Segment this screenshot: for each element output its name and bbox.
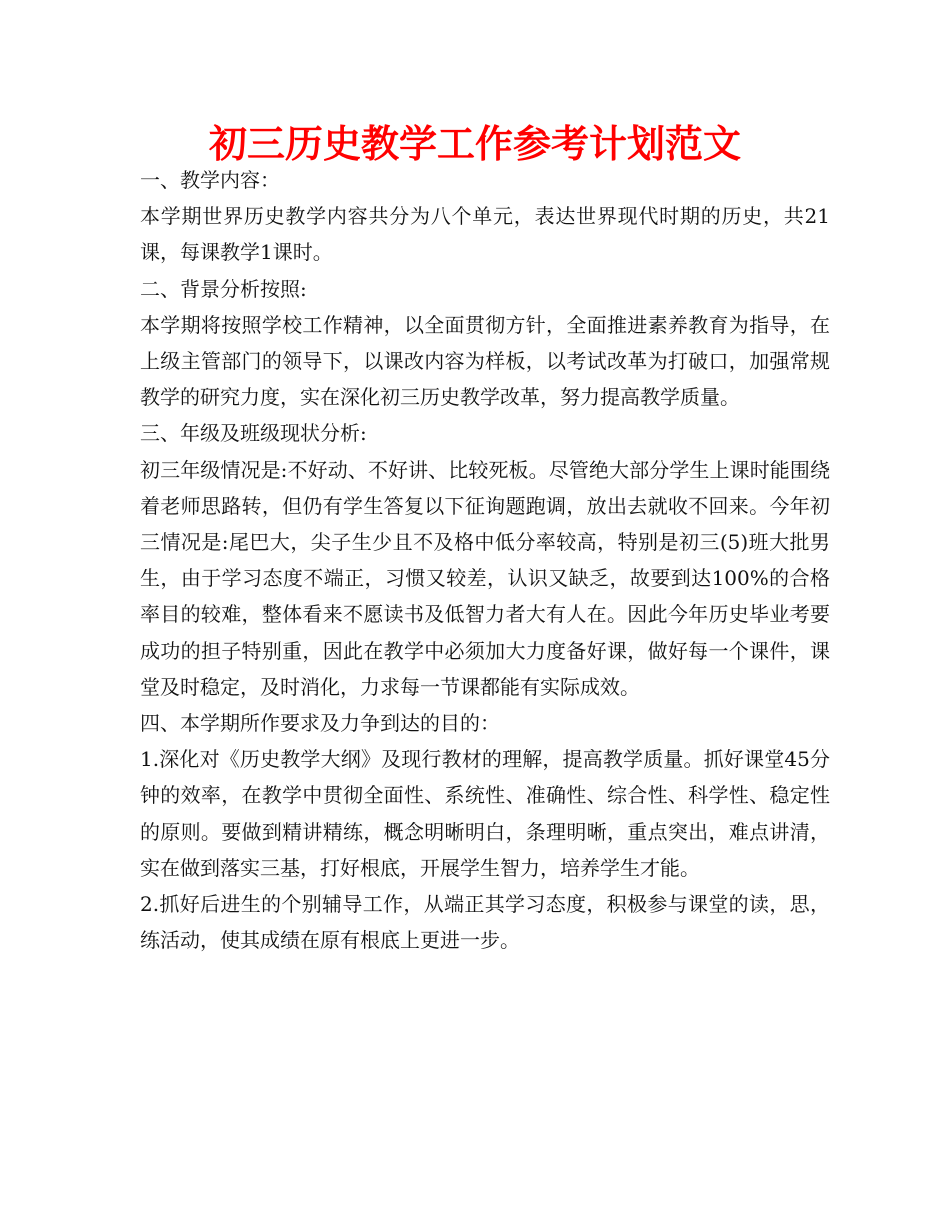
paragraph-goal-2: 2.抓好后进生的个别辅导工作，从端正其学习态度，积极参与课堂的读，思，练活动，使其成绩在原有根底上更进一步。 bbox=[140, 892, 830, 953]
document-body bbox=[140, 162, 830, 958]
section-heading-background: 二、背景分析按照: bbox=[140, 276, 307, 301]
section-heading-goals: 四、本学期所作要求及力争到达的目的： bbox=[140, 711, 500, 736]
paragraph-status: 初三年级情况是:不好动、不好讲、比较死板。尽管绝大部分学生上课时能围绕着老师思路转，但仍有学生答复以下征询题跑调，放出去就收不回来。今年初三情况是:尾巴大，尖子生少且不及格中低分率较高，特别是初三(5)班大批男生，由于学习态度不端正，习惯又较差，认识又缺乏，故要到达100%的合格率目的较难，整体看来不愿读书及低智力者大有人在。因此今年历史毕业考要成功的担子特别重，因此在教学中必须加大力度备好课，做好每一个课件，课堂及时稳定，及时消化，力求每一节课都能有实际成效。 bbox=[140, 457, 830, 699]
document-title: 初三历史教学工作参考计划范文 bbox=[208, 121, 741, 166]
paragraph-content: 本学期世界历史教学内容共分为八个单元，表达世界现代时期的历史，共21课，每课教学1课时。 bbox=[140, 204, 830, 265]
paragraph-goal-1: 1.深化对《历史教学大纲》及现行教材的理解，提高教学质量。抓好课堂45分钟的效率，在教学中贯彻全面性、系统性、准确性、综合性、科学性、稳定性的原则。要做到精讲精练，概念明晰明白，条理明晰，重点突出，难点讲清，实在做到落实三基，打好根底，开展学生智力，培养学生才能。 bbox=[140, 747, 830, 880]
section-heading-status: 三、年级及班级现状分析: bbox=[140, 421, 367, 446]
paragraph-background: 本学期将按照学校工作精神，以全面贯彻方针，全面推进素养教育为指导，在上级主管部门的领导下，以课改内容为样板，以考试改革为打破口，加强常规教学的研究力度，实在深化初三历史教学改革，努力提高教学质量。 bbox=[140, 312, 830, 410]
section-heading-content: 一、教学内容： bbox=[140, 168, 280, 192]
